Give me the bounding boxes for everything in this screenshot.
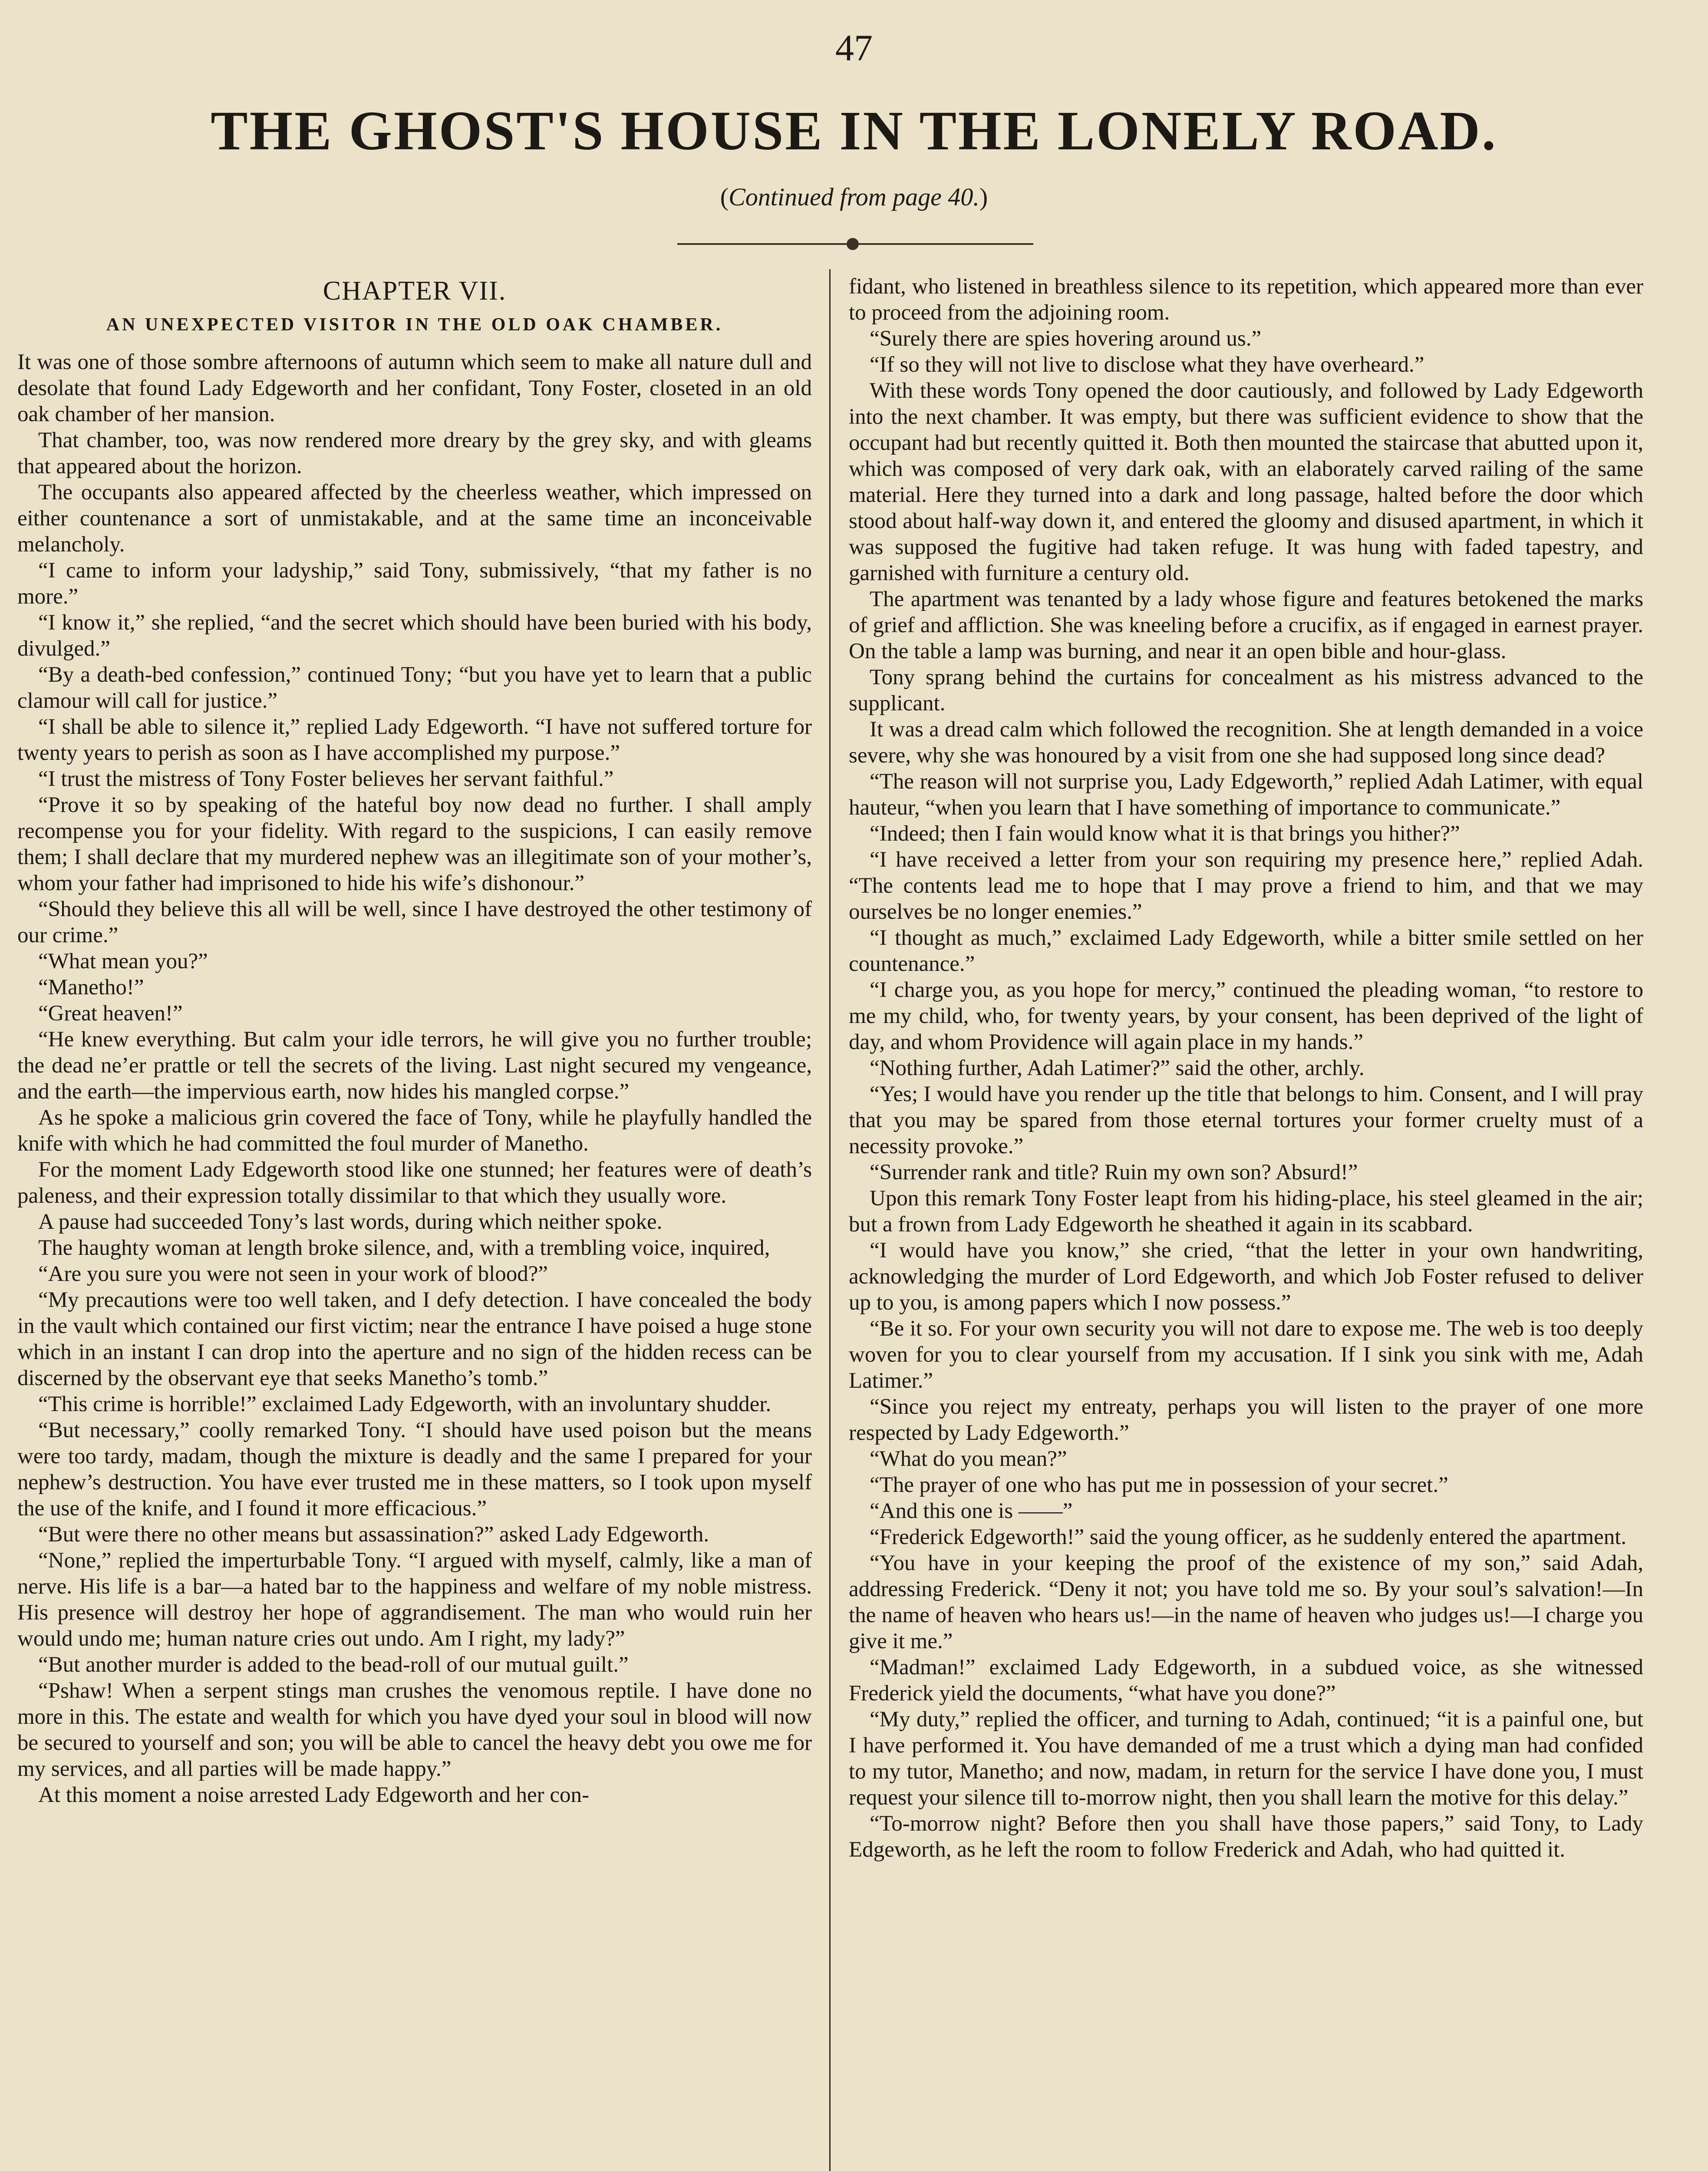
chapter-subheading: AN UNEXPECTED VISITOR IN THE OLD OAK CHAMBER.: [106, 315, 723, 335]
paragraph: “My duty,” replied the officer, and turning to Adah, continued; “it is a painful one, but I have performed it. You have demanded of me a trust which a dying man had confided to my tutor, Manetho; and now, madam, in return for the service I have done you, I must request your silence till to-morrow night, then you shall learn the motive for this delay.”: [849, 1707, 1643, 1810]
paragraph: “This crime is horrible!” exclaimed Lady Edgeworth, with an involuntary shudder.: [38, 1392, 772, 1416]
paragraph: As he spoke a malicious grin covered the face of Tony, while he playfully handled the knife with which he had committed the foul murder of Manetho.: [17, 1105, 812, 1156]
paragraph: The apartment was tenanted by a lady whose figure and features betokened the marks of grief and affliction. She was kneeling before a crucifix, as if engaged in earnest prayer. On the table a lamp was burning, and near it an open bible and hour-glass.: [849, 587, 1643, 663]
paragraph: “But necessary,” coolly remarked Tony. “I should have used poison but the means were too tardy, madam, though the mixture is deadly and the same I prepared for your nephew’s destruction. You have ever trusted me in these matters, so I took upon myself the use of the knife, and I found it more efficacious.”: [17, 1418, 812, 1521]
paragraph: “I have received a letter from your son requiring my presence here,” replied Adah. “The contents lead me to hope that I may prove a friend to him, and that we may ourselves be no longer enemies.”: [849, 848, 1643, 924]
paragraph: “Yes; I would have you render up the title that belongs to him. Consent, and I will pray that you may be spared from those eternal tortures your former cruelty must of a necessity provoke.”: [849, 1082, 1643, 1158]
paragraph: “The prayer of one who has put me in possession of your secret.”: [870, 1473, 1448, 1497]
paragraph: The occupants also appeared affected by the cheerless weather, which impressed on either countenance a sort of unmistakable, and at the same time an inconceivable melancholy.: [17, 480, 812, 557]
paragraph: “Be it so. For your own security you will not dare to expose me. The web is too deeply woven for you to clear yourself from my accusation. If I sink you sink with me, Adah Latimer.”: [849, 1316, 1643, 1393]
rule-ornament: [847, 238, 859, 250]
paragraph: “I know it,” she replied, “and the secret which should have been buried with his body, divulged.”: [17, 610, 812, 661]
paragraph: For the moment Lady Edgeworth stood like one stunned; her features were of death’s paleness, and their expression totally dissimilar to that which they usually wore.: [17, 1158, 812, 1208]
paragraph: A pause had succeeded Tony’s last words, during which neither spoke.: [38, 1210, 663, 1234]
paragraph: “I charge you, as you hope for mercy,” continued the pleading woman, “to restore to me my child, who, for twenty years, by your consent, has been deprived of the light of day, and whom Providence will again place in my hands.”: [849, 978, 1643, 1054]
chapter-heading: CHAPTER VII.: [323, 276, 507, 306]
paragraph: It was one of those sombre afternoons of autumn which seem to make all nature dull and desolate that found Lady Edgeworth and her confidant, Tony Foster, closeted in an old oak chamber of her mansion.: [17, 350, 812, 426]
page-number: 47: [835, 27, 873, 69]
paragraph: “But another murder is added to the bead-roll of our mutual guilt.”: [38, 1653, 629, 1677]
paragraph: “To-morrow night? Before then you shall have those papers,” said Tony, to Lady Edgeworth, as he left the room to follow Frederick and Adah, who had quitted it.: [849, 1811, 1643, 1862]
paragraph: fidant, who listened in breathless silence to its repetition, which appeared more than ever to proceed from the adjoining room.: [849, 274, 1643, 325]
column-divider: [829, 269, 831, 2171]
paragraph: “Frederick Edgeworth!” said the young officer, as he suddenly entered the apartment.: [870, 1525, 1627, 1549]
left-column: [17, 274, 812, 2171]
paragraph: “The reason will not surprise you, Lady Edgeworth,” replied Adah Latimer, with equal hauteur, “when you learn that I have something of importance to communicate.”: [849, 769, 1643, 820]
paragraph: “I came to inform your ladyship,” said Tony, submissively, “that my father is no more.”: [17, 558, 812, 609]
paragraph: “He knew everything. But calm your idle terrors, he will give you no further trouble; the dead ne’er prattle or tell the secrets of the living. Last night secured my vengeance, and the earth—the impervious earth, now hides his mangled corpse.”: [17, 1027, 812, 1104]
paragraph: “And this one is ——”: [870, 1499, 1073, 1523]
paragraph: “Manetho!”: [38, 975, 144, 1000]
paragraph: At this moment a noise arrested Lady Edgeworth and her con-: [38, 1783, 589, 1807]
paragraph: “None,” replied the imperturbable Tony. “I argued with myself, calmly, like a man of nerve. His life is a bar—a hated bar to the happiness and welfare of my noble mistress. His presence will destroy her hope of aggrandisement. The man who would ruin her would undo me; human nature cries out undo. Am I right, my lady?”: [17, 1548, 812, 1651]
right-column-text: [849, 274, 1643, 1863]
paragraph: That chamber, too, was now rendered more dreary by the grey sky, and with gleams that appeared about the horizon.: [17, 428, 812, 478]
paragraph: “What mean you?”: [38, 949, 208, 973]
paragraph: “I trust the mistress of Tony Foster believes her servant faithful.”: [38, 767, 614, 791]
paragraph: Tony sprang behind the curtains for concealment as his mistress advanced to the supplicant.: [849, 665, 1643, 716]
story-title: THE GHOST'S HOUSE IN THE LONELY ROAD.: [211, 100, 1497, 162]
right-column: [849, 274, 1643, 2171]
paragraph: “Surely there are spies hovering around us.”: [870, 327, 1262, 351]
paragraph: “My precautions were too well taken, and I defy detection. I have concealed the body in the vault which contained our first victim; near the entrance I have poised a huge stone which in an instant I can drop into the aperture and no sign of the hidden recess can be discerned by the observant eye that seeks Manetho’s tomb.”: [17, 1288, 812, 1390]
paragraph: “You have in your keeping the proof of the existence of my son,” said Adah, addressing Frederick. “Deny it not; you have told me so. By your soul’s salvation!—In the name of heaven who hears us!—in the name of heaven who judges us!—I charge you give it me.”: [849, 1551, 1643, 1653]
paragraph: “Nothing further, Adah Latimer?” said the other, archly.: [870, 1056, 1365, 1080]
paragraph: “Madman!” exclaimed Lady Edgeworth, in a subdued voice, as she witnessed Frederick yield the documents, “what have you done?”: [849, 1655, 1643, 1706]
paragraph: “Surrender rank and title? Ruin my own son? Absurd!”: [870, 1160, 1358, 1184]
paragraph: “If so they will not live to disclose what they have overheard.”: [870, 353, 1424, 377]
paragraph: “Prove it so by speaking of the hateful boy now dead no further. I shall amply recompense you for your fidelity. With regard to the suspicions, I can easily remove them; I shall declare that my murdered nephew was an illegitimate son of your mother’s, whom your father had imprisoned to hide his wife’s dishonour.”: [17, 793, 812, 895]
left-column-text: [17, 349, 812, 1808]
paragraph: The haughty woman at length broke silence, and, with a trembling voice, inquired,: [38, 1236, 770, 1260]
paragraph: “Should they believe this all will be well, since I have destroyed the other testimony of our crime.”: [17, 897, 812, 947]
paragraph: With these words Tony opened the door cautiously, and followed by Lady Edgeworth into the next chamber. It was empty, but there was sufficient evidence to show that the occupant had but recently quitted it. Both then mounted the staircase that abutted upon it, which was composed of very dark oak, with an elaborately carved railing of the same material. Here they turned into a dark and long passage, halted before the door which stood about half-way down it, and entered the gloomy and disused apartment, in which it was supposed the fugitive had taken refuge. It was hung with faded tapestry, and garnished with furniture a century old.: [849, 379, 1643, 585]
paragraph: “Pshaw! When a serpent stings man crushes the venomous reptile. I have done no more in this. The estate and wealth for which you have dyed your soul in blood will now be secured to yourself and son; you will be able to cancel the heavy debt you owe me for my services, and all parties will be made happy.”: [17, 1679, 812, 1781]
paragraph: “Great heaven!”: [38, 1001, 183, 1026]
paragraph: “Since you reject my entreaty, perhaps you will listen to the prayer of one more respected by Lady Edgeworth.”: [849, 1395, 1643, 1445]
paragraph: It was a dread calm which followed the recognition. She at length demanded in a voice severe, why she was honoured by a visit from one she had supposed long since dead?: [849, 717, 1643, 768]
paragraph: “Are you sure you were not seen in your work of blood?”: [38, 1262, 548, 1286]
paragraph: “I thought as much,” exclaimed Lady Edgeworth, while a bitter smile settled on her countenance.”: [849, 926, 1643, 976]
continued-note-text: Continued from page 40.: [729, 183, 979, 211]
paragraph: “But were there no other means but assassination?” asked Lady Edgeworth.: [38, 1522, 709, 1547]
paragraph: Upon this remark Tony Foster leapt from his hiding-place, his steel gleamed in the air; but a frown from Lady Edgeworth he sheathed it again in its scabbard.: [849, 1186, 1643, 1237]
paragraph: “Indeed; then I fain would know what it is that brings you hither?”: [870, 822, 1460, 846]
paragraph: “I would have you know,” she cried, “that the letter in your own handwriting, acknowledging the murder of Lord Edgeworth, and which Job Foster refused to deliver up to you, is among papers which I now possess.”: [849, 1238, 1643, 1315]
paragraph: “I shall be able to silence it,” replied Lady Edgeworth. “I have not suffered torture for twenty years to perish as soon as I have accomplished my purpose.”: [17, 715, 812, 765]
paragraph: “What do you mean?”: [870, 1447, 1067, 1471]
paragraph: “By a death-bed confession,” continued Tony; “but you have yet to learn that a public clamour will call for justice.”: [17, 663, 812, 713]
continued-note: (Continued from page 40.): [720, 183, 988, 211]
